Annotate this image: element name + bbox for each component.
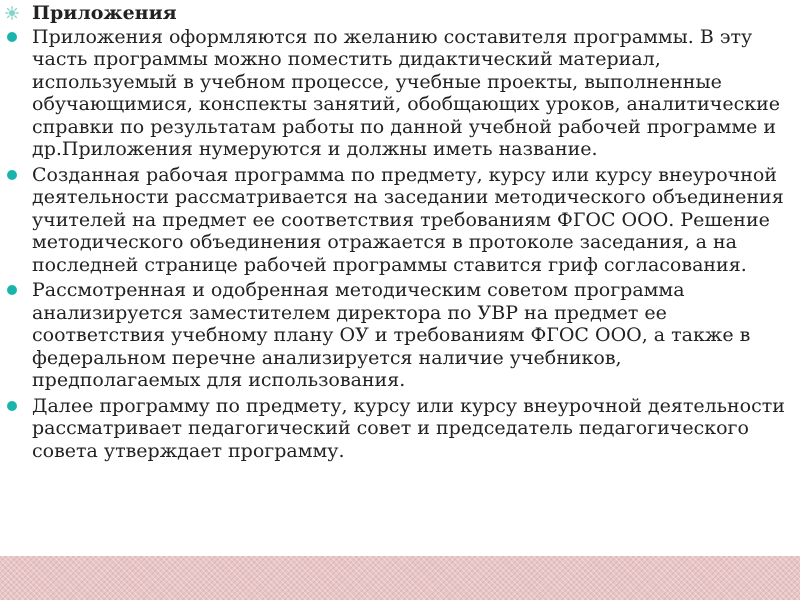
- paragraph-text: Приложения оформляются по желанию составителя программы. В эту часть программы можно поместить дидактический материал, используемый в учебном процессе, учебные проекты, выполненные обучающимися, конспекты занятий, обобщающих уроков, аналитические справки по результатам работы по данной учебной рабочей программе и др.Приложения нумеруются и должны иметь название.: [32, 25, 780, 160]
- paragraph-text: Созданная рабочая программа по предмету, курсу или курсу внеурочной деятельности рассматривается на заседании методического объединения учителей на предмет ее соответствия требованиям ФГОС ООО. Решение методического объединения отражается в протоколе заседания, а на последней странице рабочей программы ставится гриф согласования.: [32, 163, 784, 276]
- list-item: [0, 164, 790, 277]
- paragraph-text: Рассмотренная и одобренная методическим советом программа анализируется заместителем директора по УВР на предмет ее соответствия учебному плану ОУ и требованиям ФГОС ООО, а также в федеральном перечне анализируется наличие учебников, предполагаемых для использования.: [32, 279, 751, 391]
- dot-bullet-icon: [5, 30, 19, 44]
- list-item: [0, 395, 790, 463]
- dot-bullet-icon: [5, 283, 19, 297]
- list-item-heading: [0, 2, 790, 25]
- paragraph-text: Далее программу по предмету, курсу или курсу внеурочной деятельности рассматривает педагогический совет и председатель педагогического совета утверждает программу.: [32, 394, 785, 462]
- bullet-list: [0, 2, 790, 465]
- decorative-footer-band: [0, 556, 800, 600]
- list-item: [0, 26, 790, 161]
- sunburst-bullet-icon: [5, 6, 19, 20]
- dot-bullet-icon: [5, 168, 19, 182]
- list-item: [0, 279, 790, 392]
- dot-bullet-icon: [5, 399, 19, 413]
- slide-heading: Приложения: [32, 2, 177, 24]
